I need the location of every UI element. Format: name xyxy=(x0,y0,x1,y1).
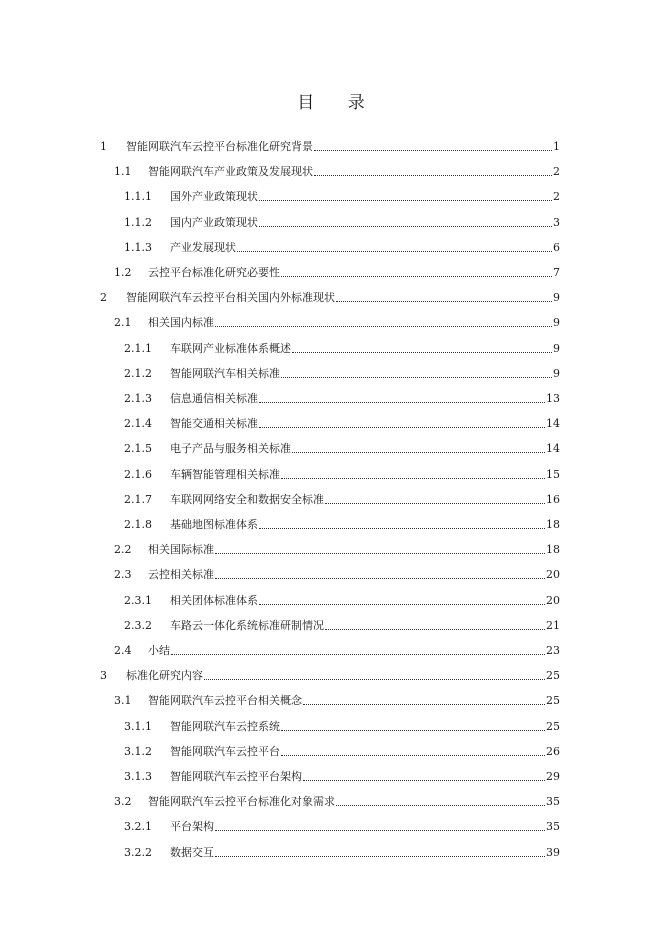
toc-entry-title: 相关国内标准 xyxy=(148,316,214,330)
toc-entry-number: 2.1 xyxy=(114,316,132,330)
toc-entry[interactable] xyxy=(124,814,560,834)
toc-entry[interactable] xyxy=(124,588,560,608)
toc-entry[interactable] xyxy=(124,714,560,734)
toc-entry[interactable] xyxy=(124,613,560,633)
toc-entry-title: 基础地图标准体系 xyxy=(170,518,258,531)
toc-entry-page: 39 xyxy=(546,845,560,859)
toc-entry-title: 车联网产业标准体系概述 xyxy=(170,341,291,355)
toc-entry-number: 1.1.3 xyxy=(124,240,152,254)
toc-entry-page: 20 xyxy=(546,593,560,607)
toc-entry-page: 18 xyxy=(546,518,560,531)
toc-entry-number: 2.1.5 xyxy=(124,442,152,456)
toc-entry-page: 16 xyxy=(546,492,560,506)
toc-entry-number: 2.1.4 xyxy=(124,417,152,431)
toc-entry-title: 智能网联汽车云控平台标准化研究背景 xyxy=(126,140,313,153)
toc-dot-leader xyxy=(215,553,545,554)
toc-entry[interactable] xyxy=(114,562,560,582)
toc-entry-number: 3 xyxy=(100,669,107,683)
toc-entry[interactable] xyxy=(124,336,560,356)
toc-entry-title: 智能网联汽车产业政策及发展现状 xyxy=(148,165,313,179)
toc-entry[interactable] xyxy=(124,739,560,759)
toc-dot-leader xyxy=(325,629,545,630)
toc-entry-page: 35 xyxy=(546,795,560,809)
toc-entry-number: 2.4 xyxy=(114,644,132,657)
toc-entry-number: 2.1.1 xyxy=(124,341,152,355)
toc-entry-number: 2.3.1 xyxy=(124,593,152,607)
toc-entry-number: 1.1 xyxy=(114,165,132,179)
toc-dot-leader xyxy=(215,856,545,857)
toc-dot-leader xyxy=(281,478,545,479)
toc-entry[interactable] xyxy=(124,487,560,507)
toc-dot-leader xyxy=(336,301,552,302)
toc-entry[interactable] xyxy=(114,260,560,280)
toc-dot-leader xyxy=(259,528,545,529)
toc-entry-number: 3.2 xyxy=(114,795,132,809)
toc-entry-page: 2 xyxy=(553,165,560,179)
toc-entry-number: 2.3 xyxy=(114,568,132,582)
toc-entry-page: 26 xyxy=(546,744,560,758)
toc-dot-leader xyxy=(259,200,552,201)
toc-entry-number: 2.1.7 xyxy=(124,492,152,506)
toc-entry[interactable] xyxy=(114,310,560,330)
toc-entry-title: 国外产业政策现状 xyxy=(170,190,258,204)
toc-dot-leader xyxy=(281,377,552,378)
toc-entry-number: 2.1.3 xyxy=(124,392,152,405)
toc-entry-title: 智能网联汽车云控平台标准化对象需求 xyxy=(148,795,335,809)
toc-dot-leader xyxy=(215,830,545,831)
toc-entry-page: 3 xyxy=(553,215,560,229)
toc-entry-page: 25 xyxy=(546,719,560,733)
toc-entry-page: 25 xyxy=(546,694,560,708)
toc-entry-page: 9 xyxy=(553,316,560,330)
toc-entry-title: 云控相关标准 xyxy=(148,568,214,582)
toc-dot-leader xyxy=(292,452,545,453)
toc-entry-title: 国内产业政策现状 xyxy=(170,215,258,229)
toc-entry-number: 2.1.2 xyxy=(124,366,152,380)
toc-entry-number: 3.1.3 xyxy=(124,770,152,783)
toc-entry[interactable] xyxy=(114,688,560,708)
toc-dot-leader xyxy=(336,805,545,806)
toc-entry[interactable] xyxy=(114,537,560,557)
toc-dot-leader xyxy=(303,780,545,781)
toc-dot-leader xyxy=(281,730,545,731)
toc-entry-title: 智能网联汽车相关标准 xyxy=(170,366,280,380)
toc-entry[interactable] xyxy=(100,663,560,683)
toc-entry-title: 电子产品与服务相关标准 xyxy=(170,442,291,456)
page-title: 目 录 xyxy=(297,93,379,113)
toc-dot-leader xyxy=(237,251,552,252)
toc-entry-page: 23 xyxy=(546,644,560,657)
toc-entry[interactable] xyxy=(124,764,560,784)
toc-entry-title: 智能网联汽车云控平台架构 xyxy=(170,770,302,783)
toc-entry-number: 3.2.2 xyxy=(124,845,152,859)
toc-entry-page: 13 xyxy=(546,392,560,405)
toc-entry-page: 1 xyxy=(553,140,560,153)
toc-dot-leader xyxy=(325,503,545,504)
toc-dot-leader xyxy=(215,578,545,579)
toc-dot-leader xyxy=(281,755,545,756)
toc-dot-leader xyxy=(259,226,552,227)
toc-entry[interactable] xyxy=(100,285,560,305)
toc-dot-leader xyxy=(281,276,552,277)
toc-entry-page: 6 xyxy=(553,240,560,254)
toc-entry[interactable] xyxy=(114,159,560,179)
toc-entry[interactable] xyxy=(114,789,560,809)
toc-entry[interactable] xyxy=(124,184,560,204)
toc-entry-title: 小结 xyxy=(148,644,170,657)
toc-entry[interactable] xyxy=(124,361,560,381)
toc-entry-title: 相关国际标准 xyxy=(148,543,214,557)
toc-dot-leader xyxy=(303,704,545,705)
toc-entry-number: 1.1.2 xyxy=(124,215,152,229)
toc-entry[interactable] xyxy=(124,462,560,482)
toc-entry-number: 1.1.1 xyxy=(124,190,152,204)
toc-entry-page: 25 xyxy=(546,669,560,683)
toc-entry-number: 3.1.1 xyxy=(124,719,152,733)
toc-entry-page: 14 xyxy=(546,417,560,431)
toc-dot-leader xyxy=(314,150,552,151)
toc-entry[interactable] xyxy=(124,386,560,406)
toc-entry-title: 智能网联汽车云控平台 xyxy=(170,744,280,758)
toc-dot-leader xyxy=(215,326,552,327)
toc-dot-leader xyxy=(171,654,545,655)
toc-entry-page: 29 xyxy=(546,770,560,783)
toc-entry-title: 云控平台标准化研究必要性 xyxy=(148,266,280,279)
toc-entry-title: 平台架构 xyxy=(170,820,214,834)
toc-dot-leader xyxy=(292,352,552,353)
toc-entry-number: 1.2 xyxy=(114,266,132,279)
toc-entry-title: 信息通信相关标准 xyxy=(170,392,258,405)
toc-dot-leader xyxy=(314,175,552,176)
toc-entry-title: 智能网联汽车云控系统 xyxy=(170,719,280,733)
toc-entry-number: 3.2.1 xyxy=(124,820,152,834)
toc-entry-page: 2 xyxy=(553,190,560,204)
toc-entry-number: 2.1.8 xyxy=(124,518,152,531)
toc-entry-title: 车辆智能管理相关标准 xyxy=(170,467,280,481)
toc-entry-title: 智能网联汽车云控平台相关国内外标准现状 xyxy=(126,291,335,305)
toc-entry[interactable] xyxy=(124,512,560,532)
toc-entry-title: 产业发展现状 xyxy=(170,240,236,254)
toc-entry[interactable] xyxy=(100,134,560,154)
toc-entry-page: 9 xyxy=(553,366,560,380)
toc-dot-leader xyxy=(259,604,545,605)
toc-dot-leader xyxy=(204,679,545,680)
toc-entry-number: 3.1.2 xyxy=(124,744,152,758)
toc-entry-page: 21 xyxy=(546,618,560,632)
toc-entry-number: 3.1 xyxy=(114,694,132,708)
toc-entry-number: 2.1.6 xyxy=(124,467,152,481)
toc-entry-page: 9 xyxy=(553,341,560,355)
toc-entry-title: 标准化研究内容 xyxy=(126,669,203,683)
toc-entry[interactable] xyxy=(124,840,560,860)
toc-entry-title: 智能交通相关标准 xyxy=(170,417,258,431)
toc-entry-title: 车路云一体化系统标准研制情况 xyxy=(170,618,324,632)
toc-entry[interactable] xyxy=(114,638,560,658)
toc-entry-page: 9 xyxy=(553,291,560,305)
toc-entry-title: 车联网网络安全和数据安全标准 xyxy=(170,492,324,506)
toc-entry-page: 14 xyxy=(546,442,560,456)
toc-entry-title: 数据交互 xyxy=(170,845,214,859)
toc-entry[interactable] xyxy=(124,210,560,230)
toc-entry-page: 15 xyxy=(546,467,560,481)
toc-entry[interactable] xyxy=(124,436,560,456)
toc-entry[interactable] xyxy=(124,235,560,255)
toc-entry-page: 18 xyxy=(546,543,560,557)
toc-entry-page: 7 xyxy=(553,266,560,279)
toc-entry[interactable] xyxy=(124,411,560,431)
toc-entry-page: 20 xyxy=(546,568,560,582)
toc-entry-title: 相关团体标准体系 xyxy=(170,593,258,607)
toc-entry-number: 2.2 xyxy=(114,543,132,557)
toc-entry-title: 智能网联汽车云控平台相关概念 xyxy=(148,694,302,708)
toc-entry-number: 2 xyxy=(100,291,107,305)
toc-dot-leader xyxy=(259,402,545,403)
toc-entry-number: 1 xyxy=(100,140,107,153)
toc-entry-page: 35 xyxy=(546,820,560,834)
toc-entry-number: 2.3.2 xyxy=(124,618,152,632)
toc-dot-leader xyxy=(259,427,545,428)
